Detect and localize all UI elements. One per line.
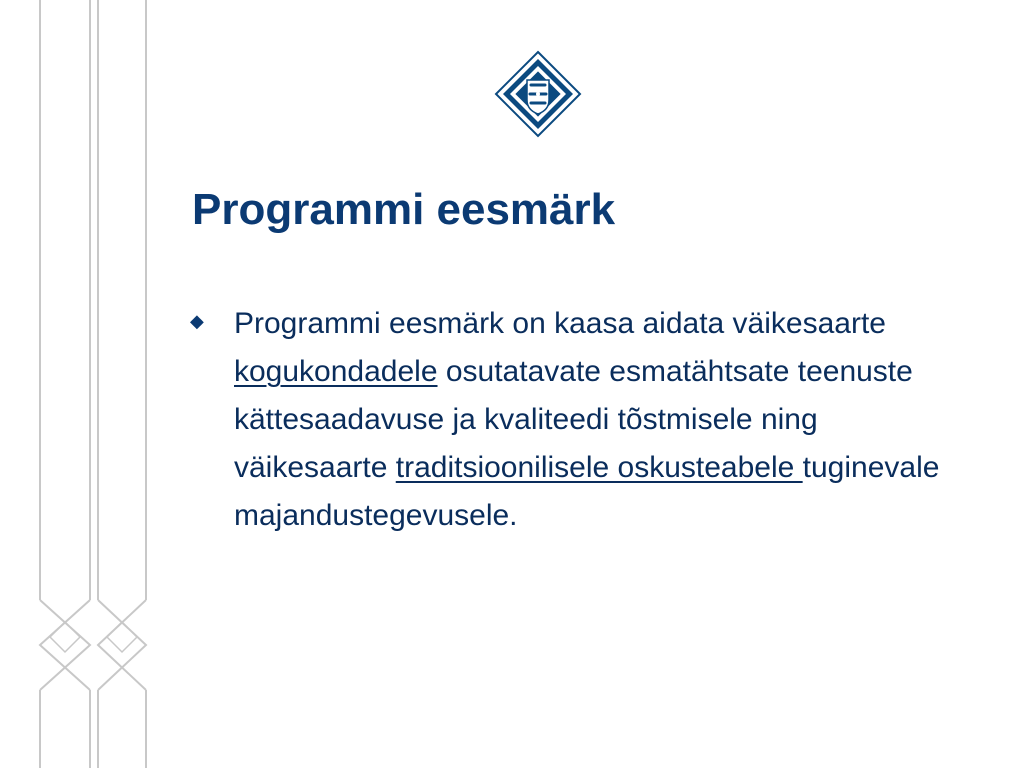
left-ornament-border bbox=[0, 0, 160, 768]
underlined-text-oskusteabele: traditsioonilisele oskusteabele bbox=[395, 451, 803, 484]
slide-title: Programmi eesmärk bbox=[192, 185, 616, 234]
body-text-part-2: osutatavate esmatähtsate teenuste kättesaadavuse ja kvaliteedi tõstmisele ning väikesaarte bbox=[234, 355, 913, 484]
diamond-bullet-icon: ◆ bbox=[190, 311, 204, 331]
body-text-part-3: tuginevale majandustegevusele. bbox=[234, 451, 940, 532]
bullet-list bbox=[188, 300, 978, 540]
estonian-coat-of-arms-icon bbox=[494, 50, 582, 138]
underlined-text-kogukondadele: kogukondadele bbox=[234, 355, 438, 388]
bullet-item bbox=[188, 300, 978, 540]
body-text-part-1: Programmi eesmärk on kaasa aidata väikesaarte bbox=[234, 307, 886, 340]
